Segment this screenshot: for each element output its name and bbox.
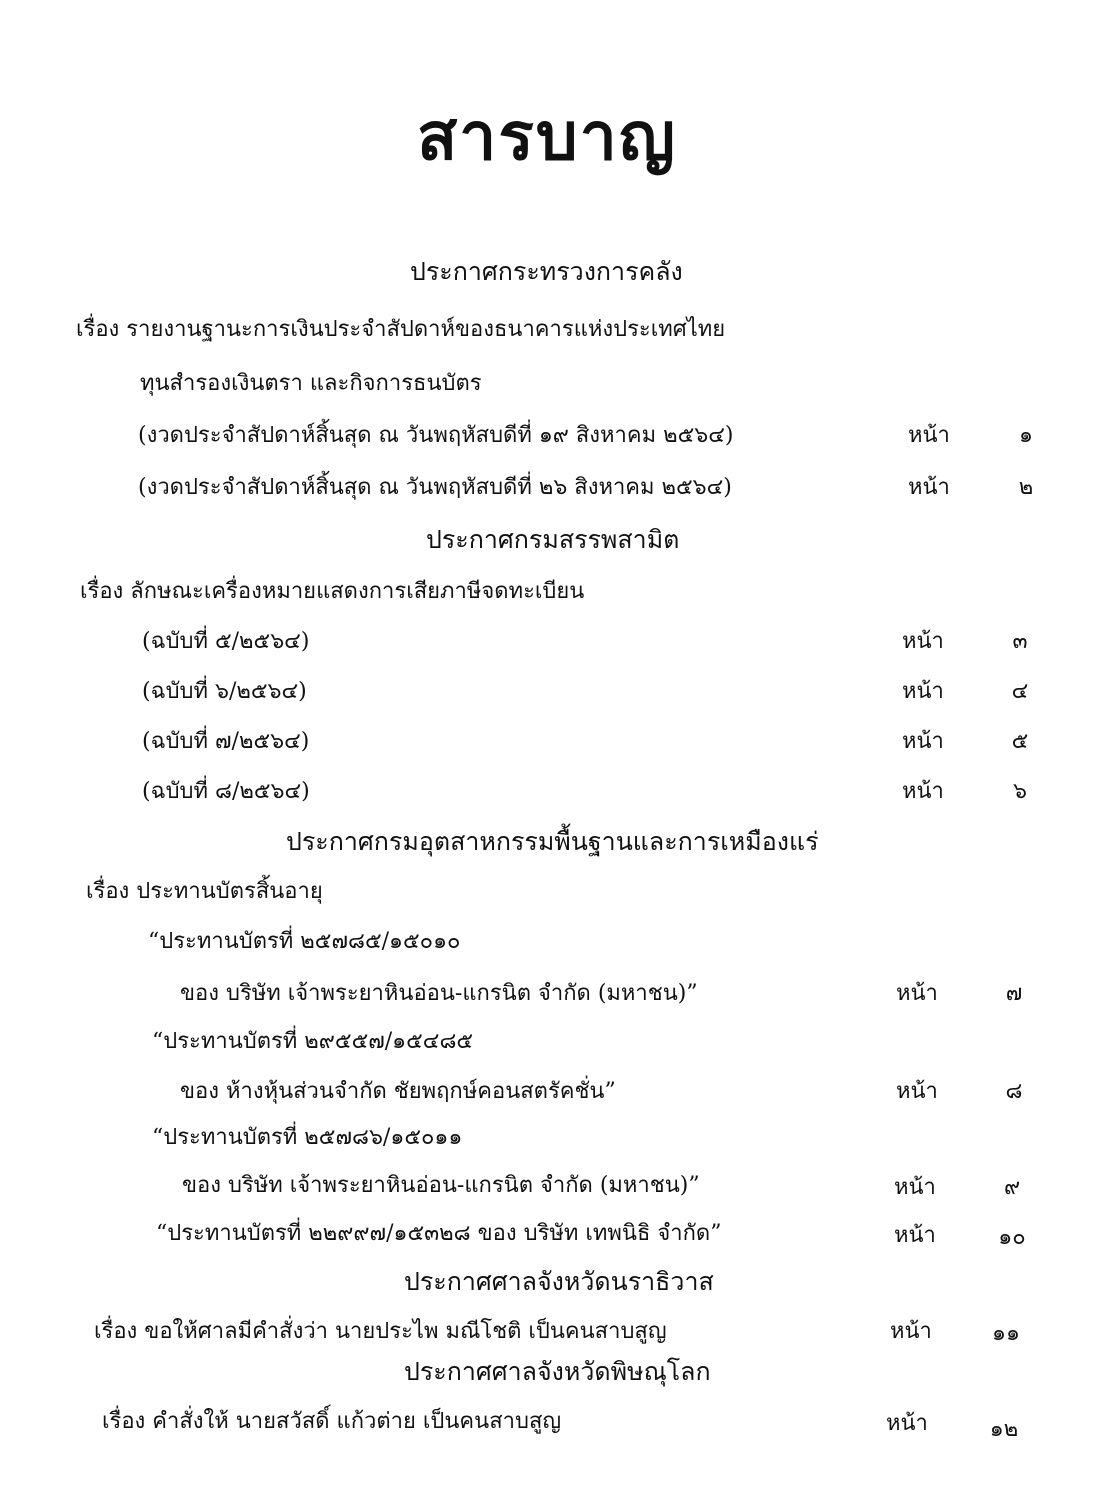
page-number: ๒ <box>1018 475 1034 500</box>
toc-entry-text: “ประทานบัตรที่ ๒๕๗๘๕/๑๕๐๑๐ <box>148 929 461 954</box>
page-number: ๕ <box>1011 729 1029 754</box>
page-label: หน้า <box>908 423 950 448</box>
toc-entry-text: “ประทานบัตรที่ ๒๕๗๘๖/๑๕๐๑๑ <box>152 1125 463 1150</box>
page-number: ๑ <box>1019 423 1033 448</box>
section-subject: เรื่อง รายงานฐานะการเงินประจำสัปดาห์ของธนาคารแห่งประเทศไทย <box>76 317 726 342</box>
page-number: ๑๑ <box>992 1321 1020 1346</box>
page-number: ๗ <box>1005 981 1023 1006</box>
toc-entry-text: (งวดประจำสัปดาห์สิ้นสุด ณ วันพฤหัสบดีที่ ๑๙ สิงหาคม ๒๕๖๔) <box>138 423 734 448</box>
toc-entry-text: (ฉบับที่ ๖/๒๕๖๔) <box>142 679 307 704</box>
section-heading: ประกาศกรมสรรพสามิต <box>426 525 680 554</box>
toc-entry-text: (ฉบับที่ ๘/๒๕๖๔) <box>142 779 310 804</box>
toc-entry-text: (ฉบับที่ ๗/๒๕๖๔) <box>142 729 310 754</box>
section-subject: เรื่อง ลักษณะเครื่องหมายแสดงการเสียภาษีจดทะเบียน <box>80 579 585 604</box>
toc-entry-text: (ฉบับที่ ๕/๒๕๖๔) <box>142 629 310 654</box>
page-label: หน้า <box>896 1079 938 1104</box>
page-number: ๑๒ <box>989 1417 1019 1442</box>
page-label: หน้า <box>890 1319 932 1344</box>
toc-entry-text-continued: ของ ห้างหุ้นส่วนจำกัด ชัยพฤกษ์คอนสตรัคชั่น” <box>180 1079 616 1104</box>
section-heading: ประกาศศาลจังหวัดนราธิวาส <box>404 1267 714 1296</box>
page-label: หน้า <box>886 1411 928 1436</box>
page-label: หน้า <box>894 1223 936 1248</box>
toc-entry-text-continued: ของ บริษัท เจ้าพระยาหินอ่อน-แกรนิต จำกัด (มหาชน)” <box>182 1173 700 1198</box>
page-number: ๑๐ <box>998 1225 1026 1250</box>
section-subject-continued: ทุนสำรองเงินตรา และกิจการธนบัตร <box>140 371 482 396</box>
page-number: ๙ <box>1003 1175 1021 1200</box>
toc-entry-text: “ประทานบัตรที่ ๒๙๕๕๗/๑๕๔๘๕ <box>152 1029 474 1054</box>
page-label: หน้า <box>896 981 938 1006</box>
page-label: หน้า <box>902 679 944 704</box>
page-label: หน้า <box>902 629 944 654</box>
page-label: หน้า <box>902 729 944 754</box>
section-subject: เรื่อง ประทานบัตรสิ้นอายุ <box>86 879 323 904</box>
page-label: หน้า <box>908 475 950 500</box>
section-heading: ประกาศกระทรวงการคลัง <box>410 257 683 286</box>
section-subject: เรื่อง ขอให้ศาลมีคำสั่งว่า นายประไพ มณีโชติ เป็นคนสาบสูญ <box>94 1319 667 1344</box>
toc-entry-text: (งวดประจำสัปดาห์สิ้นสุด ณ วันพฤหัสบดีที่ ๒๖ สิงหาคม ๒๕๖๔) <box>138 475 732 500</box>
toc-entry-text-continued: ของ บริษัท เจ้าพระยาหินอ่อน-แกรนิต จำกัด (มหาชน)” <box>180 981 698 1006</box>
page-number: ๓ <box>1012 629 1028 654</box>
page-title: สารบาญ <box>417 98 677 175</box>
page-number: ๘ <box>1005 1079 1023 1104</box>
page-number: ๖ <box>1013 779 1027 804</box>
toc-entry-text: “ประทานบัตรที่ ๒๒๙๙๗/๑๕๓๒๘ ของ บริษัท เทพนิธิ จำกัด” <box>156 1221 722 1246</box>
page-label: หน้า <box>894 1175 936 1200</box>
section-heading: ประกาศกรมอุตสาหกรรมพื้นฐานและการเหมืองแร่ <box>286 827 819 856</box>
section-heading: ประกาศศาลจังหวัดพิษณุโลก <box>404 1357 711 1386</box>
page-label: หน้า <box>902 779 944 804</box>
section-subject: เรื่อง คำสั่งให้ นายสวัสดิ์ แก้วต่าย เป็นคนสาบสูญ <box>102 1409 562 1434</box>
page-number: ๔ <box>1011 679 1029 704</box>
